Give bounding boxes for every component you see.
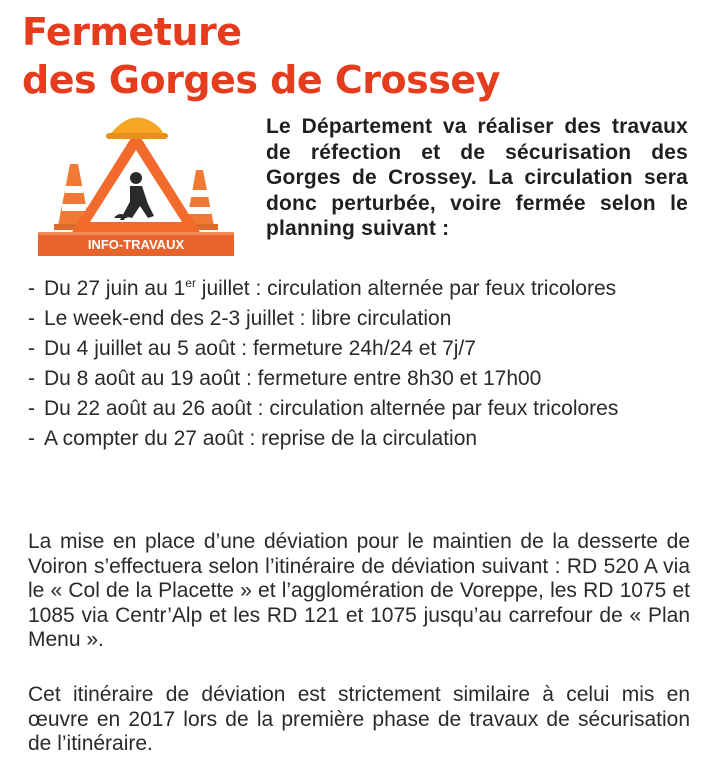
title-line-1: Fermeture xyxy=(22,10,242,54)
intro-paragraph: Le Département va réaliser des travaux de réfection et de sécurisation des Gorges de Crossey. La circulation sera donc perturbée, voire fermée selon le planning suivant : xyxy=(266,115,688,240)
hard-hat-icon xyxy=(106,117,168,139)
schedule-list xyxy=(28,276,690,456)
list-item: - Du 22 août au 26 août : circulation alternée par feux tricolores xyxy=(28,397,619,420)
list-item: - Du 4 juillet au 5 août : fermeture 24h/24 et 7j/7 xyxy=(28,337,476,360)
list-item: - Du 27 juin au 1er juillet : circulation alternée par feux tricolores xyxy=(28,276,617,300)
page-title xyxy=(22,8,500,104)
deviation-paragraph: La mise en place d’une déviation pour le maintien de la desserte de Voiron s’effectuera selon l’itinéraire de déviation suivant : RD 520 A via le « Col de la Placette » et l’agglomération de Voreppe, les RD 1075 et 1085 via Centr’Alp et les RD 121 et 1075 jusqu’au carrefour de « Plan Menu ». xyxy=(28,530,690,651)
roadwork-sign-icon xyxy=(36,108,236,258)
info-travaux-logo xyxy=(36,108,236,258)
info-travaux-badge: INFO-TRAVAUX xyxy=(87,237,185,252)
list-item: - Le week-end des 2-3 juillet : libre circulation xyxy=(28,307,452,330)
title-line-2: des Gorges de Crossey xyxy=(22,58,500,102)
itinerary-paragraph: Cet itinéraire de déviation est strictement similaire à celui mis en œuvre en 2017 lors de la première phase de travaux de sécurisation de l’itinéraire. xyxy=(28,683,690,755)
list-item: - Du 8 août au 19 août : fermeture entre 8h30 et 17h00 xyxy=(28,367,542,390)
list-item: - A compter du 27 août : reprise de la circulation xyxy=(28,427,478,450)
